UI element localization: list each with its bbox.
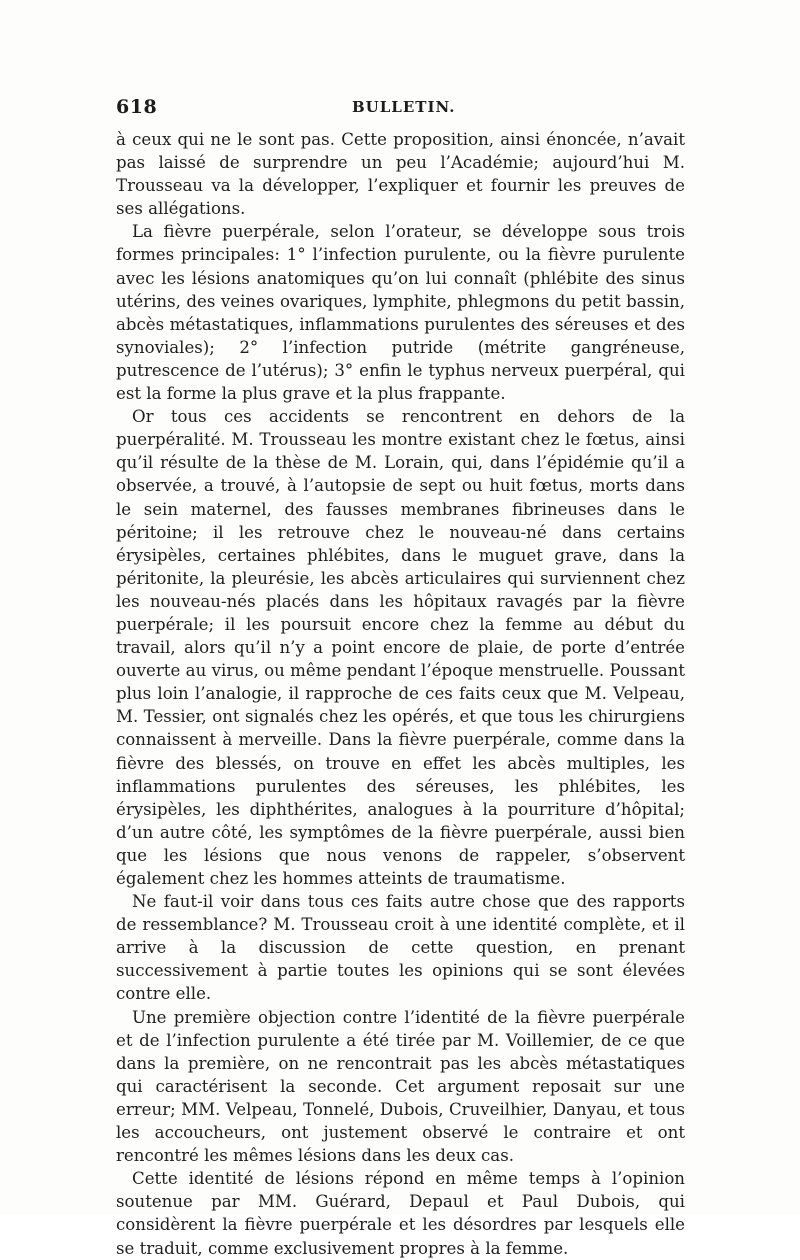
paragraph-three-forms: La fièvre puerpérale, selon l’orateur, se développe sous trois formes principales: 1° l’infection purulente, ou la fièvre purulente avec les lésions anatomiques qu’on lui connaît (phlébite des sinus utérins, des veines ovariques, lymphite, phlegmons du petit bassin, abcès métastatiques, inflammations purulentes des séreuses et des synoviales); 2° l’infection putride (métrite gangréneuse, putrescence de l’utérus); 3° enfin le typhus nerveux puerpéral, qui est la forme la plus grave et la plus frappante. — [116, 222, 685, 404]
paragraph-outside-puerperality: Or tous ces accidents se rencontrent en dehors de la puerpéralité. M. Trousseau les montre existant chez le fœtus, ainsi qu’il résulte de la thèse de M. Lorain, qui, dans l’épidémie qu’il a observée, a trouvé, à l’autopsie de sept ou huit fœtus, morts dans le sein maternel, des fausses membranes fibrineuses dans le péritoine; il les retrouve chez le nouveau-né dans certains érysipèles, certaines phlébites, dans le muguet grave, dans la péritonite, la pleurésie, les abcès articulaires qui surviennent chez les nouveau-nés placés dans les hôpitaux ravagés par la fièvre puerpérale; il les poursuit encore chez la femme au début du travail, alors qu’il n’y a point encore de plaie, de porte d’entrée ouverte au virus, ou même pendant l’époque menstruelle. Poussant plus loin l’analogie, il rapproche de ces faits ceux que M. Velpeau, M. Tessier, ont signalés chez les opérés, et que tous les chirurgiens connaissent à merveille. Dans la fièvre puerpérale, comme dans la fièvre des blessés, on trouve en effet les abcès multiples, les inflammations purulentes des séreuses, les phlébites, les érysipèles, les diphthérites, analogues à la pourriture d’hôpital; d’un autre côté, les symptômes de la fièvre puerpérale, aussi bien que les lésions que nous venons de rappeler, s’observent également chez les hommes atteints de traumatisme. — [116, 407, 685, 888]
paragraph-first-objection: Une première objection contre l’identité de la fièvre puerpérale et de l’infection purulente a été tirée par M. Voillemier, de ce que dans la première, on ne rencontrait pas les abcès métastatiques qui caractérisent la seconde. Cet argument reposait sur une erreur; MM. Velpeau, Tonnelé, Dubois, Cruveilhier, Danyau, et tous les accoucheurs, ont justement observé le contraire et ont rencontré les mêmes lésions dans les deux cas. — [116, 1007, 685, 1166]
page-number: 618 — [116, 96, 158, 118]
paragraph-identity-of-lesions: Cette identité de lésions répond en même temps à l’opinion soutenue par MM. Guérard, Depaul et Paul Dubois, qui considèrent la fièvre puerpérale et les désordres par lesquels elle se traduit, comme exclusivement propres à la femme. — [116, 1169, 685, 1258]
running-title: BULLETIN. — [352, 98, 456, 116]
paragraph-identity-question: Ne faut-il voir dans tous ces faits autre chose que des rapports de ressemblance? M. Trousseau croit à une identité complète, et il arrive à la discussion de cette question, en prenant successivement à partie toutes les opinions qui se sont élevées contre elle. — [116, 892, 685, 1004]
paragraph-continuation: à ceux qui ne le sont pas. Cette proposition, ainsi énoncée, n’avait pas laissé de surprendre un peu l’Académie; aujourd’hui M. Trousseau va la développer, l’expliquer et fournir les preuves de ses allégations. — [116, 130, 685, 219]
body-text — [116, 128, 685, 1260]
page-header — [116, 96, 686, 118]
